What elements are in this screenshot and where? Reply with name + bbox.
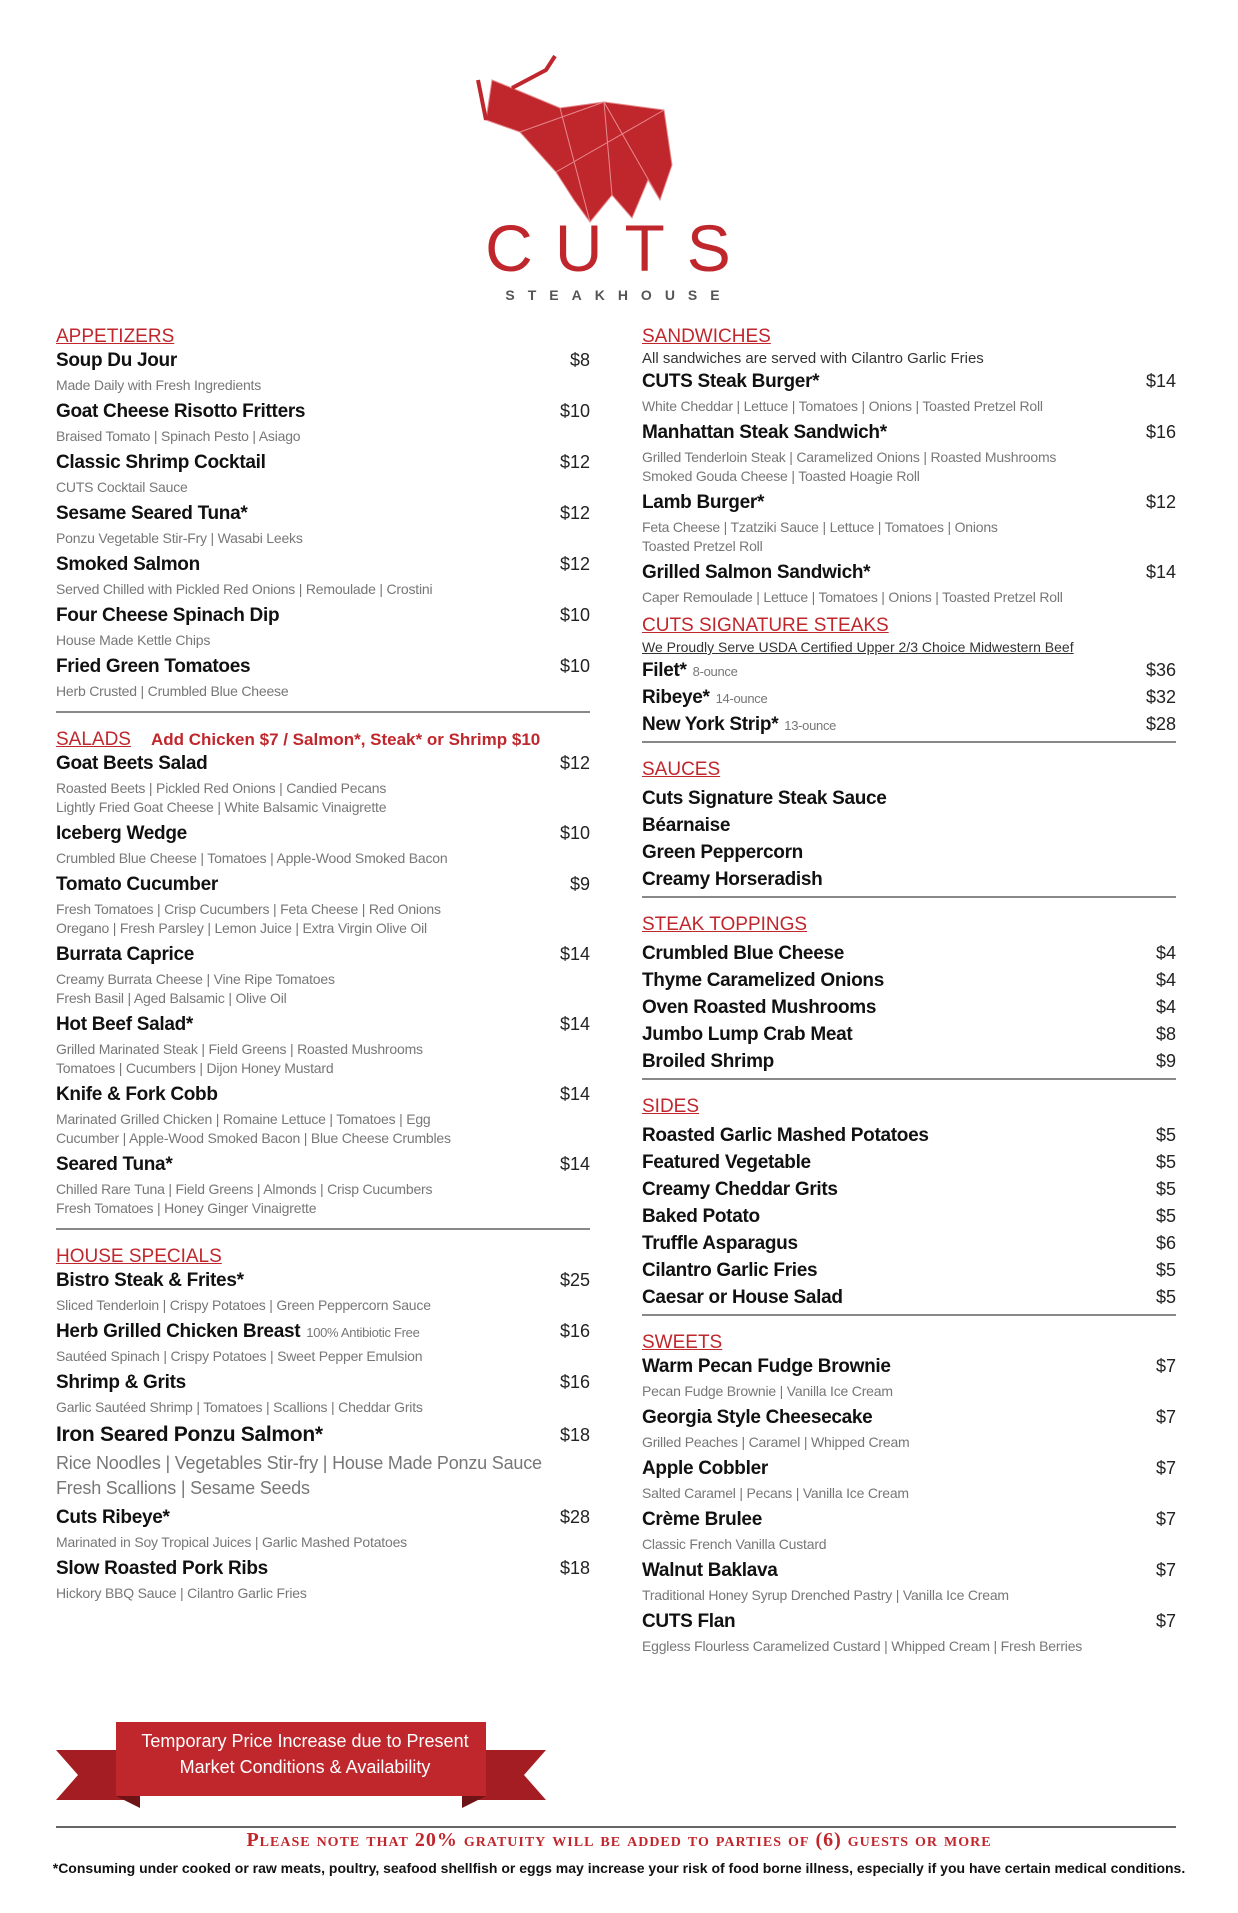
salads-title: SALADS <box>56 729 131 750</box>
item-description: Grilled Tenderloin Steak | Caramelized Onions | Roasted Mushrooms <box>642 449 1057 465</box>
appetizers-section <box>56 324 590 701</box>
item-name: Crumbled Blue Cheese <box>642 943 844 964</box>
item-description: Cucumber | Apple-Wood Smoked Bacon | Blue Cheese Crumbles <box>56 1130 451 1146</box>
item-description: White Cheddar | Lettuce | Tomatoes | Onions | Toasted Pretzel Roll <box>642 398 1043 414</box>
item-description: Caper Remoulade | Lettuce | Tomatoes | Onions | Toasted Pretzel Roll <box>642 589 1063 605</box>
side-item <box>642 1233 1176 1255</box>
sweet-item <box>642 1509 1176 1554</box>
special-item <box>56 1507 590 1552</box>
item-price: $4 <box>1155 943 1176 963</box>
item-note: 100% Antibiotic Free <box>306 1325 420 1340</box>
item-price: $7 <box>1155 1407 1176 1427</box>
item-description: Hickory BBQ Sauce | Cilantro Garlic Fries <box>56 1585 307 1601</box>
item-name: Four Cheese Spinach Dip <box>56 605 280 626</box>
item-price: $36 <box>1145 660 1176 680</box>
section-divider <box>56 711 590 713</box>
item-price: $32 <box>1145 687 1176 707</box>
footer-divider <box>56 1826 1176 1828</box>
salad-item <box>56 823 590 868</box>
item-name: Slow Roasted Pork Ribs <box>56 1558 268 1579</box>
topping-item <box>642 970 1176 992</box>
salad-item <box>56 944 590 1008</box>
item-description: Roasted Beets | Pickled Red Onions | Candied Pecans <box>56 780 387 796</box>
side-item <box>642 1260 1176 1282</box>
sauces-title: SAUCES <box>642 759 721 780</box>
topping-item <box>642 1051 1176 1073</box>
topping-item <box>642 1024 1176 1046</box>
item-description: Fresh Scallions | Sesame Seeds <box>56 1478 310 1498</box>
item-description: Marinated Grilled Chicken | Romaine Lettuce | Tomatoes | Egg <box>56 1111 431 1127</box>
item-name: Oven Roasted Mushrooms <box>642 997 877 1018</box>
section-divider <box>642 1314 1176 1316</box>
item-description: Sautéed Spinach | Crispy Potatoes | Sweet Pepper Emulsion <box>56 1348 423 1364</box>
item-price: $4 <box>1155 997 1176 1017</box>
sauce-item: Creamy Horseradish <box>642 869 823 890</box>
item-name: Ribeye* <box>642 687 710 708</box>
item-description: Classic French Vanilla Custard <box>642 1536 827 1552</box>
item-price: $25 <box>559 1270 590 1290</box>
steak-toppings-title: STEAK TOPPINGS <box>642 914 808 935</box>
item-name: Hot Beef Salad* <box>56 1014 193 1035</box>
item-name: Herb Grilled Chicken Breast <box>56 1321 301 1342</box>
appetizer-item <box>56 452 590 497</box>
item-price: $6 <box>1155 1233 1176 1253</box>
item-name: Burrata Caprice <box>56 944 195 965</box>
item-description: Pecan Fudge Brownie | Vanilla Ice Cream <box>642 1383 893 1399</box>
sandwiches-title: SANDWICHES <box>642 326 771 347</box>
item-description: Fresh Tomatoes | Crisp Cucumbers | Feta Cheese | Red Onions <box>56 901 441 917</box>
item-description: Creamy Burrata Cheese | Vine Ripe Tomatoes <box>56 971 335 987</box>
item-price: $7 <box>1155 1560 1176 1580</box>
item-description: Fresh Basil | Aged Balsamic | Olive Oil <box>56 990 287 1006</box>
item-price: $5 <box>1155 1287 1176 1307</box>
item-price: $18 <box>559 1558 590 1578</box>
item-name: Knife & Fork Cobb <box>56 1084 218 1105</box>
item-description: Ponzu Vegetable Stir-Fry | Wasabi Leeks <box>56 530 303 546</box>
item-description: Herb Crusted | Crumbled Blue Cheese <box>56 683 289 699</box>
item-description: Sliced Tenderloin | Crispy Potatoes | Green Peppercorn Sauce <box>56 1297 431 1313</box>
item-name: CUTS Steak Burger* <box>642 371 820 392</box>
sides-section <box>642 1094 1176 1309</box>
appetizers-title: APPETIZERS <box>56 326 175 347</box>
house-specials-section <box>56 1244 590 1603</box>
signature-steaks-intro: We Proudly Serve USDA Certified Upper 2/3 Choice Midwestern Beef <box>642 639 1074 655</box>
sandwiches-intro: All sandwiches are served with Cilantro Garlic Fries <box>642 350 984 367</box>
item-price: $14 <box>559 1014 590 1034</box>
item-name: Walnut Baklava <box>642 1560 778 1581</box>
salad-item <box>56 1084 590 1148</box>
item-name: Thyme Caramelized Onions <box>642 970 884 991</box>
item-price: $7 <box>1155 1509 1176 1529</box>
appetizer-item <box>56 554 590 599</box>
appetizer-item <box>56 656 590 701</box>
item-name: New York Strip* <box>642 714 779 735</box>
item-name: Iceberg Wedge <box>56 823 187 844</box>
sauce-item: Béarnaise <box>642 815 731 836</box>
item-price: $5 <box>1155 1152 1176 1172</box>
item-description: Grilled Marinated Steak | Field Greens | Roasted Mushrooms <box>56 1041 423 1057</box>
item-name: Jumbo Lump Crab Meat <box>642 1024 853 1045</box>
salad-item <box>56 874 590 938</box>
item-description: Oregano | Fresh Parsley | Lemon Juice | Extra Virgin Olive Oil <box>56 920 427 936</box>
price-notice-line: Market Conditions & Availability <box>179 1757 431 1777</box>
item-name: Sesame Seared Tuna* <box>56 503 248 524</box>
item-description: Tomatoes | Cucumbers | Dijon Honey Mustard <box>56 1060 334 1076</box>
item-description: Marinated in Soy Tropical Juices | Garlic Mashed Potatoes <box>56 1534 407 1550</box>
item-description: Eggless Flourless Caramelized Custard | Whipped Cream | Fresh Berries <box>642 1638 1083 1654</box>
salads-section <box>56 727 590 1218</box>
item-name: Soup Du Jour <box>56 350 177 371</box>
item-description: Braised Tomato | Spinach Pesto | Asiago <box>56 428 301 444</box>
item-name: Roasted Garlic Mashed Potatoes <box>642 1125 929 1146</box>
sweet-item <box>642 1611 1176 1656</box>
item-name: Creamy Cheddar Grits <box>642 1179 838 1200</box>
item-price: $28 <box>1145 714 1176 734</box>
item-price: $14 <box>1145 371 1176 391</box>
item-price: $12 <box>1145 492 1176 512</box>
item-name: Grilled Salmon Sandwich* <box>642 562 871 583</box>
special-item <box>56 1423 590 1501</box>
sauce-item: Cuts Signature Steak Sauce <box>642 788 887 809</box>
appetizer-item <box>56 605 590 650</box>
right-column <box>642 324 1176 1662</box>
steak-item <box>642 687 1176 709</box>
item-description: House Made Kettle Chips <box>56 632 211 648</box>
item-description: Salted Caramel | Pecans | Vanilla Ice Cream <box>642 1485 909 1501</box>
item-description: Garlic Sautéed Shrimp | Tomatoes | Scallions | Cheddar Grits <box>56 1399 423 1415</box>
signature-steaks-title: CUTS SIGNATURE STEAKS <box>642 615 889 636</box>
item-weight: 14-ounce <box>715 691 768 706</box>
item-price: $8 <box>569 350 590 370</box>
item-description: CUTS Cocktail Sauce <box>56 479 188 495</box>
item-name: Truffle Asparagus <box>642 1233 798 1254</box>
item-name: Seared Tuna* <box>56 1154 173 1175</box>
item-name: Iron Seared Ponzu Salmon* <box>56 1423 323 1446</box>
item-price: $7 <box>1155 1458 1176 1478</box>
item-price: $10 <box>559 823 590 843</box>
salad-item <box>56 753 590 817</box>
salads-addon-note: Add Chicken $7 / Salmon*, Steak* or Shrimp $10 <box>150 730 541 749</box>
item-price: $16 <box>559 1321 590 1341</box>
sweets-section <box>642 1330 1176 1656</box>
salad-item <box>56 1014 590 1078</box>
item-price: $5 <box>1155 1125 1176 1145</box>
item-price: $18 <box>559 1425 590 1445</box>
item-price: $5 <box>1155 1179 1176 1199</box>
appetizer-item <box>56 350 590 395</box>
side-item <box>642 1287 1176 1309</box>
item-name: Smoked Salmon <box>56 554 200 575</box>
brand-name: CUTS <box>485 211 753 285</box>
item-price: $14 <box>1145 562 1176 582</box>
sweets-title: SWEETS <box>642 1332 723 1353</box>
gratuity-notice: Please note that 20% gratuity will be added to parties of (6) guests or more <box>246 1829 992 1851</box>
item-price: $10 <box>559 656 590 676</box>
item-name: Warm Pecan Fudge Brownie <box>642 1356 891 1377</box>
item-name: Georgia Style Cheesecake <box>642 1407 873 1428</box>
section-divider <box>642 741 1176 743</box>
sauces-section <box>642 757 1176 891</box>
item-price: $14 <box>559 1154 590 1174</box>
item-name: Goat Cheese Risotto Fritters <box>56 401 306 422</box>
sandwich-item <box>642 371 1176 416</box>
item-description: Crumbled Blue Cheese | Tomatoes | Apple-Wood Smoked Bacon <box>56 850 448 866</box>
item-price: $5 <box>1155 1260 1176 1280</box>
side-item <box>642 1206 1176 1228</box>
item-name: Bistro Steak & Frites* <box>56 1270 244 1291</box>
sauce-item: Green Peppercorn <box>642 842 803 863</box>
item-price: $28 <box>559 1507 590 1527</box>
side-item <box>642 1179 1176 1201</box>
item-name: Featured Vegetable <box>642 1152 811 1173</box>
sweet-item <box>642 1356 1176 1401</box>
item-description: Served Chilled with Pickled Red Onions | Remoulade | Crostini <box>56 581 433 597</box>
sides-title: SIDES <box>642 1096 700 1117</box>
brand-subtitle: STEAKHOUSE <box>505 287 733 303</box>
item-name: Goat Beets Salad <box>56 753 208 774</box>
item-name: Shrimp & Grits <box>56 1372 186 1393</box>
item-name: Caesar or House Salad <box>642 1287 843 1308</box>
item-price: $4 <box>1155 970 1176 990</box>
section-divider <box>56 1228 590 1230</box>
item-weight: 8-ounce <box>692 664 738 679</box>
sweet-item <box>642 1560 1176 1605</box>
topping-item <box>642 943 1176 965</box>
item-price: $14 <box>559 1084 590 1104</box>
item-weight: 13-ounce <box>784 718 837 733</box>
item-name: Lamb Burger* <box>642 492 765 513</box>
sandwich-item <box>642 422 1176 486</box>
item-description: Grilled Peaches | Caramel | Whipped Cream <box>642 1434 910 1450</box>
steak-item <box>642 714 1176 736</box>
item-price: $12 <box>559 753 590 773</box>
item-price: $8 <box>1155 1024 1176 1044</box>
item-description: Chilled Rare Tuna | Field Greens | Almonds | Crisp Cucumbers <box>56 1181 433 1197</box>
item-name: Cilantro Garlic Fries <box>642 1260 818 1281</box>
house-specials-title: HOUSE SPECIALS <box>56 1246 222 1267</box>
item-price: $10 <box>559 605 590 625</box>
signature-steaks-section <box>642 613 1176 736</box>
item-description: Feta Cheese | Tzatziki Sauce | Lettuce | Tomatoes | Onions <box>642 519 998 535</box>
special-item <box>56 1321 590 1366</box>
item-price: $12 <box>559 452 590 472</box>
item-name: Cuts Ribeye* <box>56 1507 170 1528</box>
sandwich-item <box>642 492 1176 556</box>
item-name: Tomato Cucumber <box>56 874 218 895</box>
left-column <box>56 324 590 1609</box>
food-safety-disclaimer: *Consuming under cooked or raw meats, poultry, seafood shellfish or eggs may increase your risk of food borne illness, especially if you have certain medical conditions. <box>52 1860 1186 1876</box>
item-price: $7 <box>1155 1356 1176 1376</box>
item-price: $16 <box>1145 422 1176 442</box>
side-item <box>642 1152 1176 1174</box>
price-notice-text <box>140 1728 470 1780</box>
sweet-item <box>642 1458 1176 1503</box>
item-price: $14 <box>559 944 590 964</box>
item-name: Crème Brulee <box>642 1509 762 1530</box>
item-price: $9 <box>1155 1051 1176 1071</box>
item-name: Fried Green Tomatoes <box>56 656 251 677</box>
item-name: Filet* <box>642 660 687 681</box>
steak-item <box>642 660 1176 682</box>
sandwiches-section <box>642 324 1176 607</box>
special-item <box>56 1372 590 1417</box>
item-price: $10 <box>559 401 590 421</box>
salad-item <box>56 1154 590 1218</box>
item-name: Baked Potato <box>642 1206 760 1227</box>
item-name: Apple Cobbler <box>642 1458 768 1479</box>
item-description: Traditional Honey Syrup Drenched Pastry | Vanilla Ice Cream <box>642 1587 1009 1603</box>
steak-toppings-section <box>642 912 1176 1073</box>
item-description: Lightly Fried Goat Cheese | White Balsamic Vinaigrette <box>56 799 387 815</box>
section-divider <box>642 1078 1176 1080</box>
item-price: $16 <box>559 1372 590 1392</box>
special-item <box>56 1270 590 1315</box>
item-name: CUTS Flan <box>642 1611 736 1632</box>
section-divider <box>642 896 1176 898</box>
item-price: $12 <box>559 554 590 574</box>
appetizer-item <box>56 503 590 548</box>
item-description: Fresh Tomatoes | Honey Ginger Vinaigrette <box>56 1200 317 1216</box>
sweet-item <box>642 1407 1176 1452</box>
item-price: $5 <box>1155 1206 1176 1226</box>
side-item <box>642 1125 1176 1147</box>
item-name: Broiled Shrimp <box>642 1051 774 1072</box>
sandwich-item <box>642 562 1176 607</box>
item-name: Manhattan Steak Sandwich* <box>642 422 887 443</box>
item-description: Smoked Gouda Cheese | Toasted Hoagie Roll <box>642 468 920 484</box>
item-description: Made Daily with Fresh Ingredients <box>56 377 262 393</box>
appetizer-item <box>56 401 590 446</box>
item-description: Toasted Pretzel Roll <box>642 538 763 554</box>
price-notice-line: Temporary Price Increase due to Present <box>141 1731 469 1751</box>
item-price: $9 <box>569 874 590 894</box>
special-item <box>56 1558 590 1603</box>
item-price: $7 <box>1155 1611 1176 1631</box>
topping-item <box>642 997 1176 1019</box>
item-price: $12 <box>559 503 590 523</box>
item-description: Rice Noodles | Vegetables Stir-fry | House Made Ponzu Sauce <box>56 1453 542 1473</box>
item-name: Classic Shrimp Cocktail <box>56 452 266 473</box>
